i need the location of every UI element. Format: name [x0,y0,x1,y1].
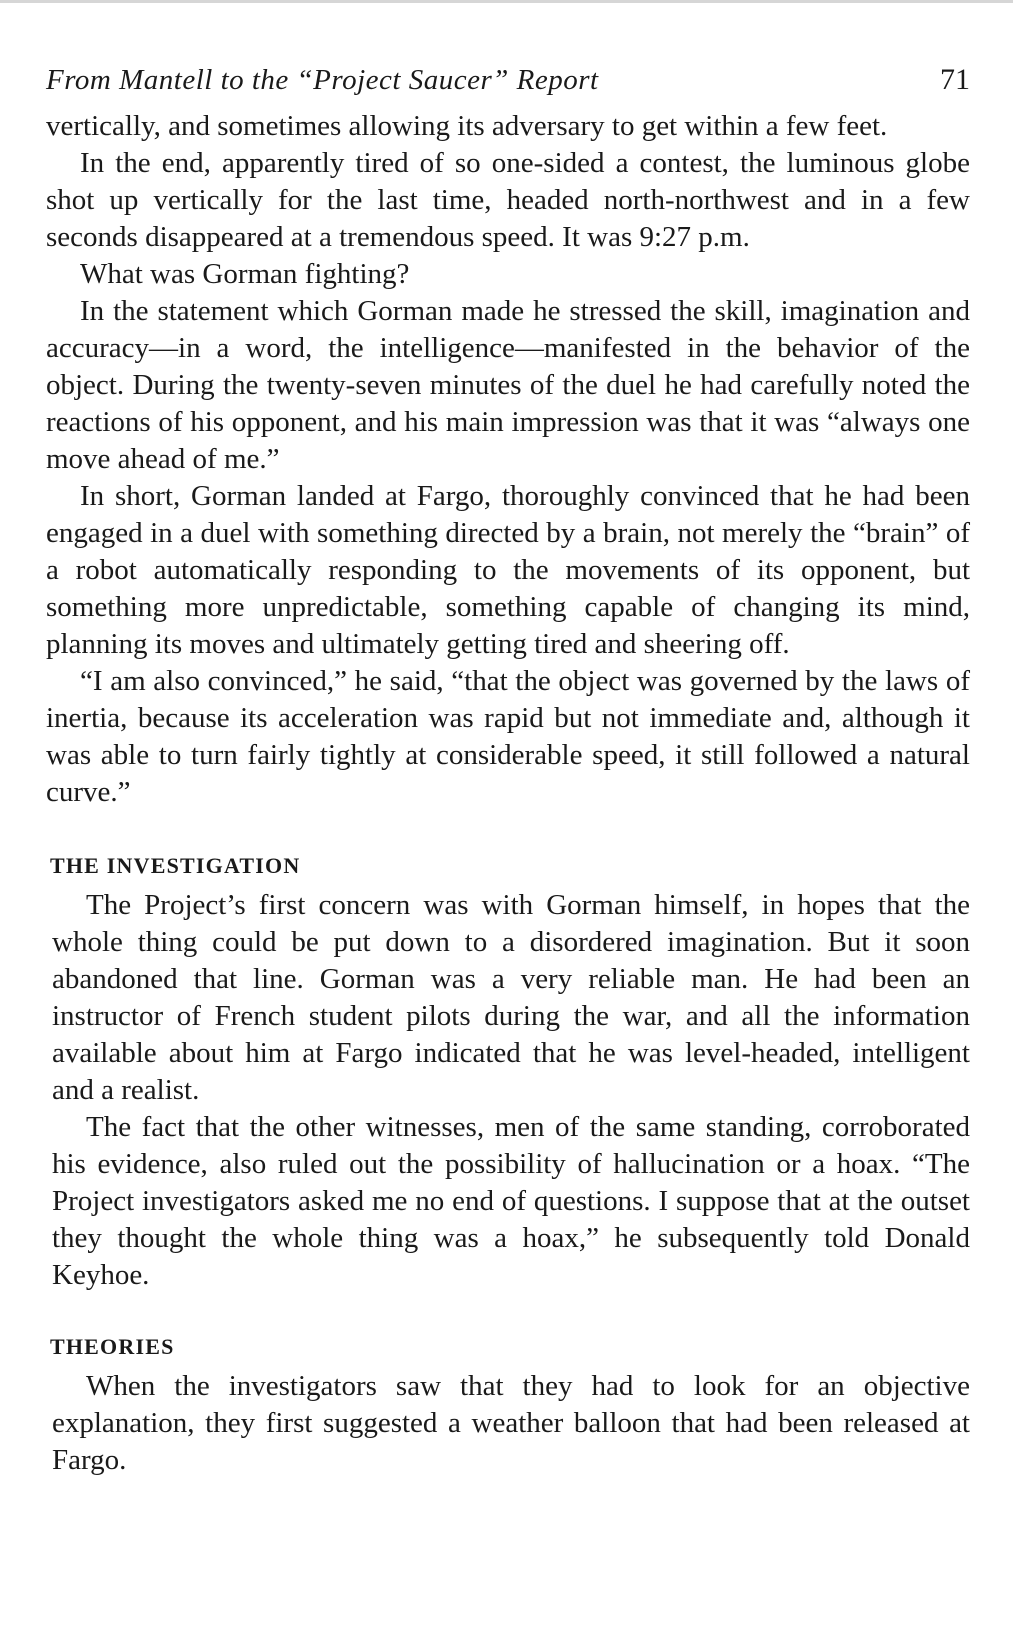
book-page [46,60,970,1479]
page-number: 71 [940,63,970,96]
section-heading: THEORIES [50,1334,175,1359]
investigation-section [46,851,970,1294]
running-title: From Mantell to the “Project Saucer” Report [46,64,599,96]
paragraph: In the end, apparently tired of so one-sided a contest, the luminous globe shot up vertically for the last time, headed north-northwest and in a few seconds disappeared at a tremendous speed. It was 9:27 p.m. [46,147,970,253]
theories-section [46,1332,970,1479]
paragraph: When the investigators saw that they had to look for an objective explanation, they first suggested a weather balloon that had been released at Fargo. [52,1370,970,1476]
paragraph: vertically, and sometimes allowing its adversary to get within a few feet. [46,110,888,142]
paragraph: The Project’s first concern was with Gorman himself, in hopes that the whole thing could be put down to a disordered imagination. But it soon abandoned that line. Gorman was a very reliable man. He had been an instructor of French student pilots during the war, and all the information available about him at Fargo indicated that he was level-headed, intelligent and a realist. [52,889,970,1106]
paragraph: “I am also convinced,” he said, “that the object was governed by the laws of inertia, because its acceleration was rapid but not immediate and, although it was able to turn fairly tightly at considerable speed, it still followed a natural curve.” [46,665,970,808]
page-top-edge [0,0,1013,3]
body-section [46,108,970,811]
section-heading: THE INVESTIGATION [50,853,301,878]
paragraph: What was Gorman fighting? [80,258,410,290]
running-header [46,60,970,100]
paragraph: The fact that the other witnesses, men of the same standing, corroborated his evidence, also ruled out the possibility of hallucination or a hoax. “The Project investigators asked me no end of questions. I suppose that at the outset they thought the whole thing was a hoax,” he subsequently told Donald Keyhoe. [52,1111,970,1291]
paragraph: In short, Gorman landed at Fargo, thoroughly convinced that he had been engaged in a duel with something directed by a brain, not merely the “brain” of a robot automatically responding to the movements of its opponent, but something more unpredictable, something capable of changing its mind, planning its moves and ultimately getting tired and sheering off. [46,480,970,660]
paragraph: In the statement which Gorman made he stressed the skill, imagination and accuracy—in a word, the intelligence—manifested in the behavior of the object. During the twenty-seven minutes of the duel he had carefully noted the reactions of his opponent, and his main impression was that it was “always one move ahead of me.” [46,295,970,475]
